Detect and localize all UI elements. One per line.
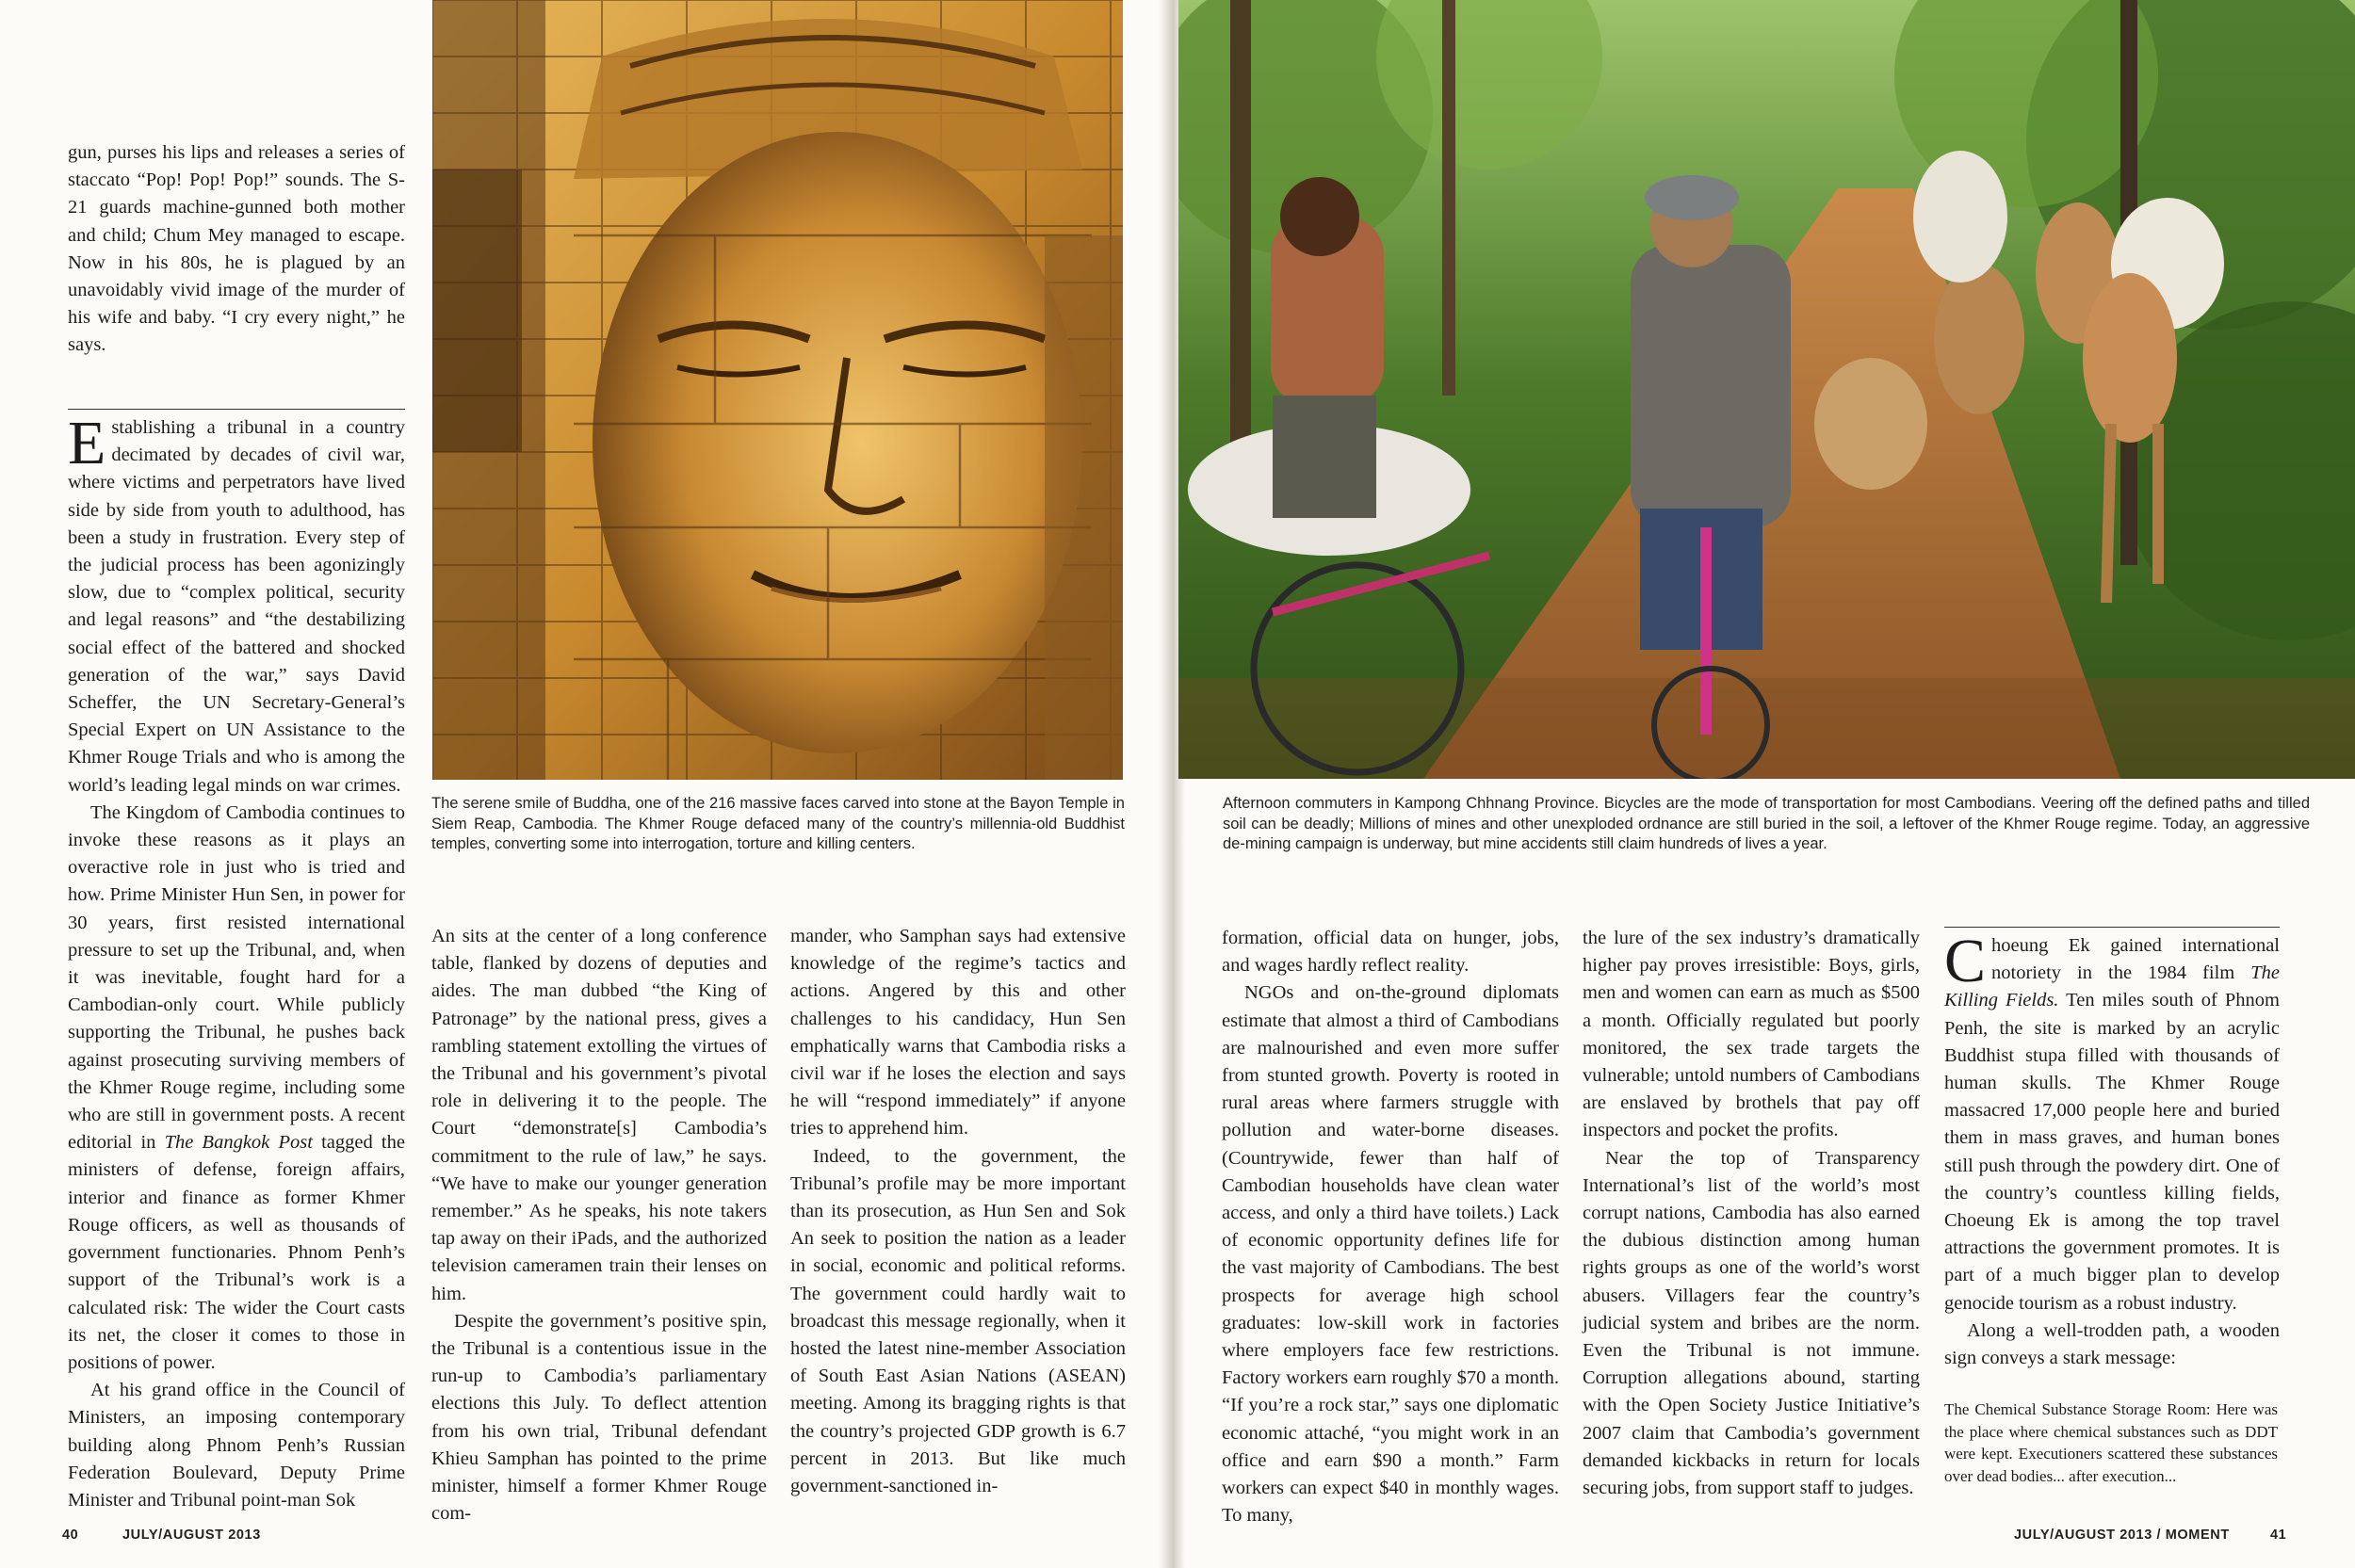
publication-title: The Bangkok Post [164, 1132, 313, 1154]
sign-quote: The Chemical Substance Storage Room: Here was the place where chemical substances such as DDT were kept. Executioners scattered these substances over dead bodies... after execution... [1944, 1400, 2278, 1485]
paragraph: The Kingdom of Cambodia continues to invoke these reasons as it plays an overactive role in just who is tried and how. Prime Minister Hun Sen, in power for 30 years, first resisted international pressure to set up the Tribunal, and, when it was inevitable, fought hard for a Cambodian-only court. While publicly supporting the Tribunal, he pushes back against prosecuting surviving members of the Khmer Rouge regime, including some who are still in government posts. A recent editorial in The Bangkok Post tagged the ministers of defense, foreign affairs, interior and finance as former Khmer Rouge officers, as well as thousands of government functionaries. Phnom Penh’s support of the Tribunal’s work is a calculated risk: The wider the Court casts its net, the closer it comes to those in positions of power. [68, 801, 405, 1373]
right-folio-number: 41 [2270, 1528, 2287, 1543]
dropcap-paragraph: Establishing a tribunal in a country decimated by decades of civil war, where victims and perpetrators have lived side by side from youth to adulthood, has been a study in frustration. Every step of the judicial process has been agonizingly slow, due to “complex political, security and legal reasons” and “the destabilizing social effect of the battered and shocked generation of the war,” says David Scheffer, the UN Secretary-General’s Special Expert on UN Assistance to the Khmer Rouge Trials and who is among the world’s leading legal minds on war crimes. [68, 409, 405, 796]
right-column-2 [1583, 925, 1920, 1502]
paragraph: the lure of the sex industry’s dramatically higher pay proves irresistible: Boys, girls, men and women can earn as much as $500 a month. Officially regulated but poorly monitored, the sex trade targets the vulnerable; untold numbers of Cambodians are enslaved by brothels that pay off inspectors and pocket the profits. [1583, 928, 1920, 1141]
bayon-face-illustration [432, 0, 1123, 780]
paragraph: An sits at the center of a long conference table, flanked by dozens of deputies and aides. The man dubbed “the King of Patronage” by the national press, gives a rambling statement extolling the virtues of the Tribunal and his government’s pivotal role in delivering it to the people. The Court “demonstrate[s] Cambodia’s commitment to the rule of law,” he says. “We have to make our younger generation remember.” As he speaks, his note takers tap away on their iPads, and the authorized television cameramen train their lenses on him. [431, 926, 767, 1304]
left-column-3 [790, 923, 1126, 1500]
left-column-1-body [68, 409, 405, 1514]
bayon-buddha-photo [432, 0, 1123, 780]
country-road-illustration [1178, 0, 2355, 779]
paragraph: Along a well-trodden path, a wooden sign conveys a stark message: [1944, 1319, 2280, 1369]
paragraph: formation, official data on hunger, jobs, and wages hardly reflect reality. [1222, 928, 1559, 977]
left-folio-date: JULY/AUGUST 2013 [122, 1528, 261, 1543]
left-folio-number: 40 [62, 1528, 79, 1543]
right-column-3 [1944, 927, 2280, 1372]
commuters-photo [1178, 0, 2355, 779]
paragraph: NGOs and on-the-ground diplomats estimate that almost a third of Cambodians are malnourished and even more suffer from stunted growth. Poverty is rooted in rural areas where farmers struggle with pollution and water-borne diseases. (Countrywide, fewer than half of Cambodian households have clean water access, and only a third have toilets.) Lack of economic opportunity defines life for the vast majority of Cambodians. The best prospects for average high school graduates: low-skill work in factories where employers face few restrictions. Factory workers earn roughly $70 a month. “If you’re a rock star,” says one diplomatic economic attaché, “you might work in an office and earn $90 a month.” Farm workers can expect $40 in monthly wages. To many, [1222, 982, 1559, 1527]
right-folio-text: JULY/AUGUST 2013 / MOMENT [2014, 1528, 2230, 1543]
paragraph: Despite the government’s positive spin, the Tribunal is a contentious issue in the run-up to Cambodia’s parliamentary elections this July. To deflect attention from his own trial, Tribunal defendant Khieu Samphan has pointed to the prime minister, himself a former Khmer Rouge com- [431, 1310, 767, 1525]
right-photo-caption: Afternoon commuters in Kampong Chhnang Province. Bicycles are the mode of transportation for most Cambodians. Veering off the defined paths and tilled soil can be deadly; Millions of mines and other unexploded ordnance are still buried in the soil, a leftover of the Khmer Rouge regime. Today, an aggressive de-mining campaign is underway, but mine accidents still claim hundreds of lives a year. [1223, 795, 2310, 852]
opening-paragraph: gun, purses his lips and releases a series of staccato “Pop! Pop! Pop!” sounds. The S-21 guards machine-gunned both mother and child; Chum Mey managed to escape. Now in his 80s, he is plagued by an unavoidably vivid image of the murder of his wife and baby. “I cry every night,” he says. [68, 142, 405, 356]
paragraph: Indeed, to the government, the Tribunal’s profile may be more important than its prosecution, as Hun Sen and Sok An seek to position the nation as a leader in social, economic and political reforms. The government could hardly wait to broadcast this message regionally, when it hosted the latest nine-member Association of South East Asian Nations (ASEAN) meeting. Among its bragging rights is that the country’s projected GDP growth is 6.7 percent in 2013. But like much government-sanctioned in- [790, 1145, 1126, 1497]
drop-cap-e: E [68, 409, 106, 477]
left-photo-caption: The serene smile of Buddha, one of the 216 massive faces carved into stone at the Bayon Temple in Siem Reap, Cambodia. The Khmer Rouge defaced many of the country’s millennia-old Buddhist temples, converting some into interrogation, torture and killing centers. [431, 795, 1125, 852]
left-column-2 [431, 923, 767, 1528]
paragraph: mander, who Samphan says had extensive knowledge of the regime’s tactics and actions. Angered by this and other challenges to his candidacy, Hun Sen emphatically warns that Cambodia risks a civil war if he loses the election and says he will “respond immediately” if anyone tries to apprehend him. [790, 926, 1126, 1140]
section-rule-left [68, 409, 405, 410]
right-column-1 [1222, 925, 1559, 1529]
film-title: The Killing Fields. [1944, 962, 2280, 1011]
section-rule-right [1944, 927, 2280, 928]
left-column-1 [68, 139, 405, 360]
dropcap-paragraph: Choeung Ek gained international notoriety in the 1984 film The Killing Fields. Ten miles south of Phnom Penh, the site is marked by an acrylic Buddhist stupa filled with thousands of human skulls. The Khmer Rouge massacred 17,000 people here and buried them in mass graves, and human bones still push through the powdery dirt. One of the country’s countless killing fields, Choeung Ek is among the top travel attractions the government promotes. It is part of a much bigger plan to develop genocide tourism as a robust industry. [1944, 927, 2280, 1314]
drop-cap-c: C [1944, 927, 1987, 995]
paragraph: At his grand office in the Council of Ministers, an imposing contemporary building along Phnom Penh’s Russian Federation Boulevard, Deputy Prime Minister and Tribunal point-man Sok [68, 1380, 405, 1511]
paragraph: Near the top of Transparency International’s list of the world’s most corrupt nations, Cambodia has also earned the dubious distinction among human rights groups as one of the world’s worst abusers. Villagers fear the country’s judicial system and bribes are the norm. Even the Tribunal is not immune. Corruption allegations abound, starting with the Open Society Justice Initiative’s 2007 claim that Cambodia’s government demanded kickbacks in return for locals securing jobs, from support staff to judges. [1583, 1147, 1920, 1499]
